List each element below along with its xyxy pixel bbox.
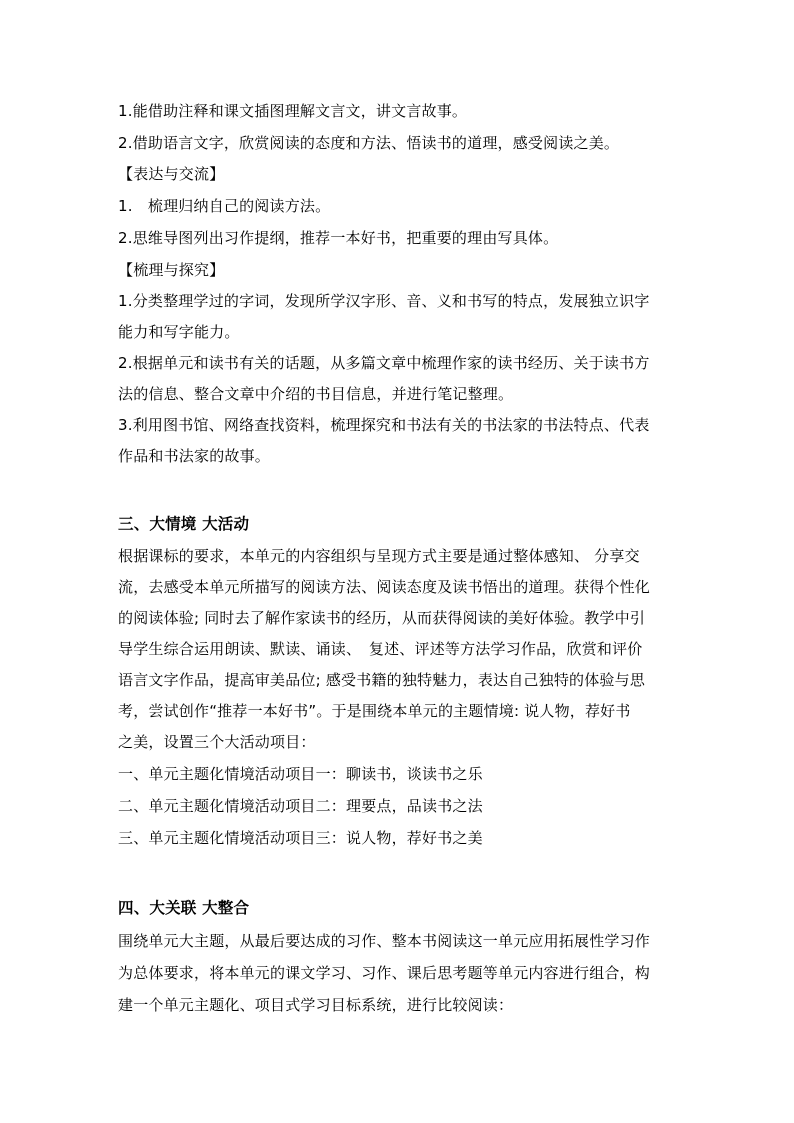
section-title-express: 【表达与交流】: [118, 165, 225, 183]
section-3-para-line: 根据课标的要求，本单元的内容组织与呈现方式主要是通过整体感知、 分享交: [118, 547, 640, 565]
explore-item-2-line-2: 法的信息、整合文章中介绍的书目信息，并进行笔记整理。: [118, 385, 514, 403]
activity-project-3: 三、单元主题化情境活动项目三：说人物，荐好书之美: [118, 829, 483, 847]
activity-project-2: 二、单元主题化情境活动项目二：理要点，品读书之法: [118, 797, 483, 815]
objective-item-1: 1.能借助注释和课文插图理解文言文，讲文言故事。: [118, 102, 468, 120]
activity-project-1: 一、单元主题化情境活动项目一：聊读书，谈读书之乐: [118, 765, 483, 783]
express-item-1: 1. 梳理归纳自己的阅读方法。: [118, 197, 331, 215]
explore-item-3-line-2: 作品和书法家的故事。: [118, 447, 271, 465]
objective-item-2: 2.借助语言文字，欣赏阅读的态度和方法、悟读书的道理，感受阅读之美。: [118, 134, 620, 152]
section-3-para-line: 考，尝试创作“推荐一本好书”。于是围绕本单元的主题情境: 说人物，荐好书: [118, 702, 631, 720]
section-heading-4: 四、大关联 大整合: [118, 899, 250, 917]
express-item-2: 2.思维导图列出习作提纲，推荐一本好书，把重要的理由写具体。: [118, 229, 559, 247]
section-3-para-line: 导学生综合运用朗读、默读、诵读、 复述、评述等方法学习作品，欣赏和评价: [118, 640, 643, 658]
explore-item-3-line-1: 3.利用图书馆、网络查找资料，梳理探究和书法有关的书法家的书法特点、代表: [118, 416, 650, 434]
section-4-para-line: 建一个单元主题化、项目式学习目标系统，进行比较阅读：: [118, 996, 514, 1014]
section-3-para-line: 语言文字作品，提高审美品位; 感受书籍的独特魅力，表达自己独特的体验与思: [118, 671, 646, 689]
section-4-para-line: 围绕单元大主题，从最后要达成的习作、整本书阅读这一单元应用拓展性学习作: [118, 932, 651, 950]
section-4-para-line: 为总体要求，将本单元的课文学习、习作、课后思考题等单元内容进行组合，构: [118, 964, 651, 982]
section-3-para-line: 流，去感受本单元所描写的阅读方法、阅读态度及读书悟出的道理。获得个性化: [118, 578, 651, 596]
section-title-explore: 【梳理与探究】: [118, 261, 225, 279]
explore-item-2-line-1: 2.根据单元和读书有关的话题，从多篇文章中梳理作家的读书经历、关于读书方: [118, 354, 650, 372]
section-3-para-line: 的阅读体验; 同时去了解作家读书的经历，从而获得阅读的美好体验。教学中引: [118, 609, 646, 627]
section-heading-3: 三、大情境 大活动: [118, 515, 250, 533]
section-3-para-line: 之美，设置三个大活动项目：: [118, 733, 316, 751]
explore-item-1-line-1: 1.分类整理学过的字词，发现所学汉字形、音、义和书写的特点，发展独立识字: [118, 292, 650, 310]
explore-item-1-line-2: 能力和写字能力。: [118, 323, 240, 341]
